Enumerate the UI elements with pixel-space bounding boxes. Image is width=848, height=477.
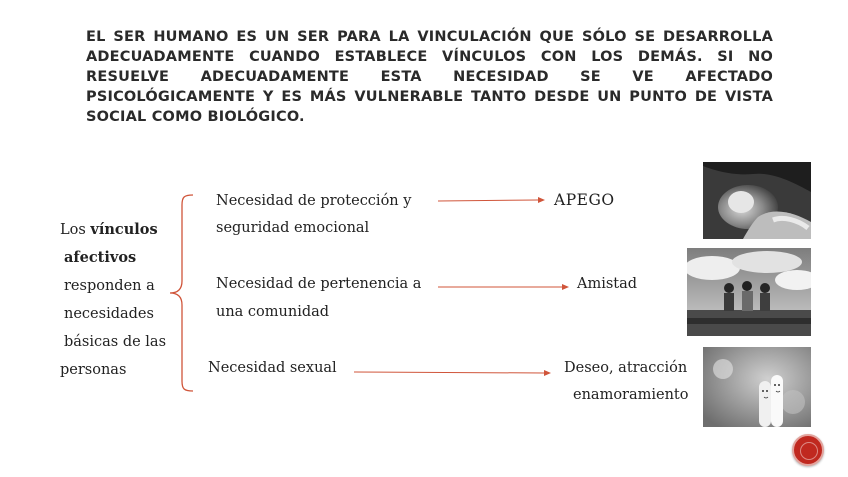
fingers-photo — [703, 347, 811, 427]
left-line-3: responden a — [64, 278, 155, 294]
arrow-3 — [354, 366, 552, 378]
next-slide-button[interactable] — [792, 434, 824, 466]
need-3-line-1: Necesidad sexual — [208, 360, 337, 376]
need-1-line-2: seguridad emocional — [216, 220, 370, 236]
left-line-1b: vínculos — [90, 221, 158, 238]
result-apego: APEGO — [554, 191, 615, 209]
slide-title: EL SER HUMANO ES UN SER PARA LA VINCULACIÓN QUE SÓLO SE DESARROLLA ADECUADAMENTE CUANDO ESTABLECE VÍNCULOS CON LOS DEMÁS. SI NO RESUELVE ADECUADAMENTE ESTA NECESIDAD SE VE AFECTADO PSICOLÓGICAMENTE Y ES MÁS VULNERABLE TANTO DESDE UN PUNTO DE VISTA SOCIAL COMO BIOLÓGICO. — [86, 29, 773, 125]
result-amistad: Amistad — [577, 276, 638, 292]
left-line-2: afectivos — [64, 249, 137, 266]
result-enamoramiento: enamoramiento — [573, 387, 689, 403]
arrow-1 — [438, 195, 546, 207]
left-line-4: necesidades — [64, 306, 154, 322]
vinculos-text — [60, 216, 166, 384]
arrow-2 — [438, 281, 570, 293]
need-1-line-1: Necesidad de protección y — [216, 193, 412, 209]
baby-photo — [703, 162, 811, 239]
result-deseo: Deseo, atracción — [564, 360, 688, 376]
curly-brace — [166, 193, 196, 393]
need-2-line-1: Necesidad de pertenencia a — [216, 276, 422, 292]
left-line-1a: Los — [60, 222, 91, 238]
left-line-5: básicas de las — [64, 334, 167, 350]
children-photo — [687, 248, 811, 336]
left-line-6: personas — [60, 362, 127, 378]
need-2-line-2: una comunidad — [216, 304, 330, 320]
